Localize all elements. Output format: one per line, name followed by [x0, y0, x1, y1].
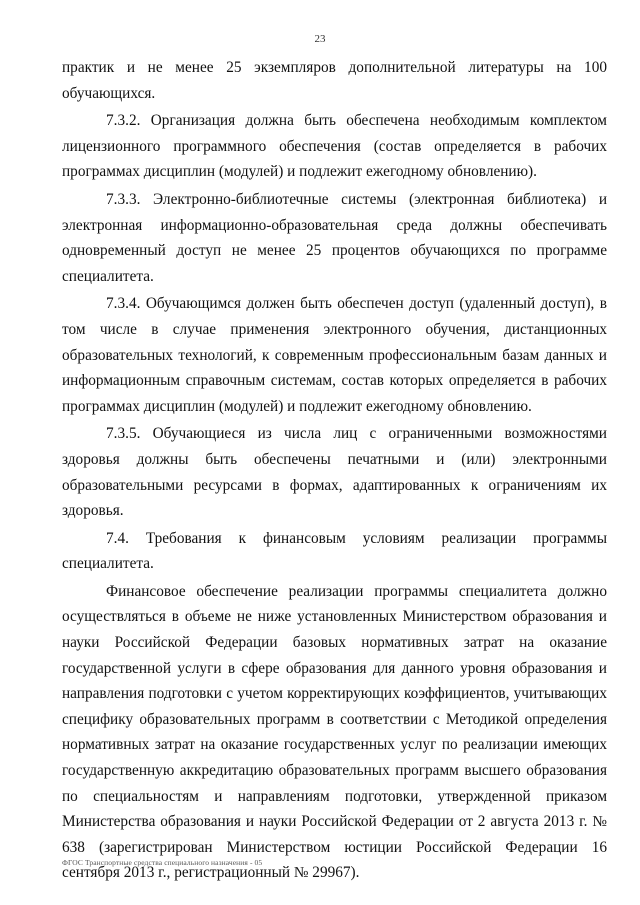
paragraph-7-3-4: 7.3.4. Обучающимся должен быть обеспечен доступ (удаленный доступ), в том числе в случае применения электронного обучения, дистанционных образовательных технологий, к современным профессиональным базам данных и информационным справочным системам, состав которых определяется в рабочих программах дисциплин (модулей) и подлежит ежегодному обновлению.: [62, 295, 607, 415]
paragraph-7-4-heading: 7.4. Требования к финансовым условиям реализации программы специалитета.: [62, 529, 607, 573]
paragraph-7-3-2: 7.3.2. Организация должна быть обеспечена необходимым комплектом лицензионного программного обеспечения (состав определяется в рабочих программах дисциплин (модулей) и подлежит ежегодному обновлению).: [62, 112, 607, 181]
paragraph-7-3-3: 7.3.3. Электронно-библиотечные системы (электронная библиотека) и электронная информационно-образовательная среда должны обеспечивать одновременный доступ не менее 25 процентов обучающихся по программе специалитета.: [62, 190, 607, 285]
page-number: 23: [314, 33, 326, 45]
page-footer: ФГОС Транспортные средства специального назначения - 05: [62, 858, 263, 867]
paragraph-continuation: практик и не менее 25 экземпляров дополнительной литературы на 100 обучающихся.: [62, 59, 607, 102]
paragraph-financial-support: Финансовое обеспечение реализации программы специалитета должно осуществляться в объеме не ниже установленных Министерством образования и науки Российской Федерации базовых нормативных затрат на оказание государственной услуги в сфере образования для данного уровня образования и направления подготовки с учетом корректирующих коэффициентов, учитывающих специфику образовательных программ в соответствии с Методикой определения нормативных затрат на оказание государственных услуг по реализации имеющих государственную аккредитацию образовательных программ высшего образования по специальностям и направлениям подготовки, утвержденной приказом Министерства образования и науки Российской Федерации от 2 августа 2013 г. № 638 (зарегистрирован Министерством юстиции Российской Федерации 16 сентября 2013 г., регистрационный № 29967).: [62, 582, 607, 882]
document-body: [62, 55, 607, 888]
paragraph-7-3-5: 7.3.5. Обучающиеся из числа лиц с ограниченными возможностями здоровья должны быть обеспечены печатными и (или) электронными образовательными ресурсами в формах, адаптированных к ограничениям их здоровья.: [62, 425, 607, 520]
